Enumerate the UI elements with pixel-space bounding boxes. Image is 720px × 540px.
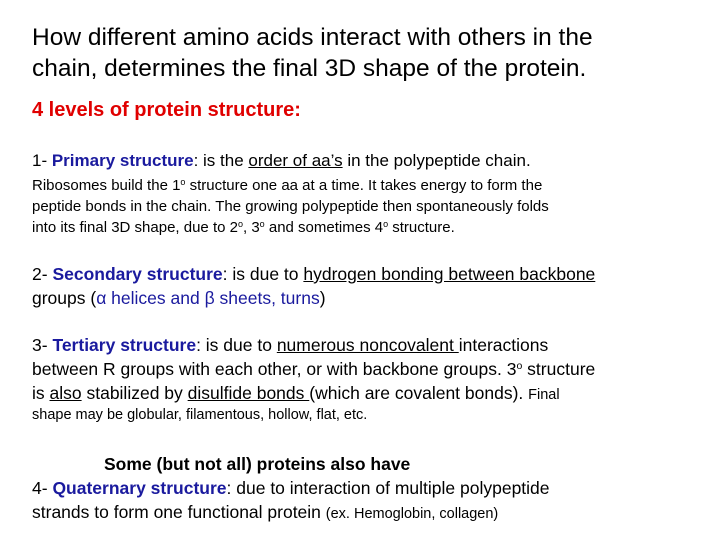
tertiary-text-3: between R groups with each other, or with backbone groups. 3	[32, 359, 517, 379]
secondary-text-1: : is due to	[222, 264, 304, 284]
quaternary-structure-line-1	[32, 476, 550, 500]
degree-mark: o	[237, 219, 243, 230]
tertiary-structure-line-3	[32, 381, 560, 407]
secondary-text-2: groups (	[32, 288, 97, 308]
primary-detail-line-1	[32, 176, 542, 196]
tertiary-number: 3-	[32, 335, 53, 355]
slide-title	[32, 22, 593, 84]
tertiary-text-6: stabilized by	[81, 383, 188, 403]
primary-detail-3a: into its final 3D shape, due to 2	[32, 219, 238, 236]
tertiary-term: Tertiary structure	[52, 335, 197, 355]
tertiary-text-2: interactions	[458, 335, 549, 355]
secondary-structure-line-1	[32, 262, 595, 286]
secondary-term: Secondary structure	[52, 264, 223, 284]
tertiary-text-4: structure	[522, 359, 596, 379]
primary-text-2: in the polypeptide chain.	[342, 151, 531, 170]
degree-mark: o	[180, 177, 186, 188]
tertiary-text-7: (which are covalent bonds).	[309, 383, 529, 403]
quaternary-examples: (ex. Hemoglobin, collagen)	[325, 506, 499, 522]
tertiary-underlined-1: numerous noncovalent	[276, 335, 459, 355]
primary-detail-line-3	[32, 218, 455, 238]
quaternary-structure-line-2	[32, 500, 498, 526]
title-line-1: How different amino acids interact with others in the	[32, 24, 593, 51]
tertiary-underlined-3: disulfide bonds	[187, 383, 310, 403]
degree-mark: o	[383, 219, 389, 230]
degree-mark: o	[259, 219, 265, 230]
title-line-2: chain, determines the final 3D shape of the protein.	[32, 55, 587, 82]
tertiary-text-1: : is due to	[196, 335, 277, 355]
tertiary-structure-line-4: shape may be globular, filamentous, hollow, flat, etc.	[32, 407, 368, 423]
section-heading: 4 levels of protein structure:	[32, 99, 301, 121]
primary-detail-3c: and sometimes 4	[264, 219, 384, 236]
tertiary-underlined-2: also	[49, 383, 82, 403]
tertiary-text-5: is	[32, 383, 50, 403]
primary-detail-3b: , 3	[242, 219, 260, 236]
secondary-examples: α helices and β sheets, turns	[96, 288, 320, 308]
primary-structure-line	[32, 150, 531, 172]
primary-detail-line-2: peptide bonds in the chain. The growing polypeptide then spontaneously folds	[32, 198, 549, 215]
primary-detail-3d: structure.	[388, 219, 455, 236]
primary-underlined: order of aa’s	[248, 151, 343, 170]
quaternary-intro: Some (but not all) proteins also have	[104, 454, 411, 474]
primary-number: 1-	[32, 151, 52, 170]
primary-detail-1b: structure one aa at a time. It takes energy to form the	[185, 177, 543, 194]
primary-term: Primary structure	[51, 151, 194, 170]
primary-detail-1a: Ribosomes build the 1	[32, 177, 181, 194]
quaternary-text-1: : due to interaction of multiple polypeptide	[226, 478, 550, 498]
quaternary-number: 4-	[32, 478, 53, 498]
degree-mark: o	[516, 360, 523, 373]
secondary-number: 2-	[32, 264, 53, 284]
quaternary-text-2: strands to form one functional protein	[32, 502, 326, 522]
secondary-text-3: )	[319, 288, 326, 308]
secondary-underlined: hydrogen bonding between backbone	[303, 264, 596, 284]
secondary-structure-line-2	[32, 286, 326, 310]
tertiary-text-8: Final	[528, 387, 560, 403]
tertiary-structure-line-1	[32, 333, 548, 357]
primary-text-1: : is the	[193, 151, 249, 170]
tertiary-structure-line-2	[32, 357, 595, 381]
quaternary-term: Quaternary structure	[52, 478, 227, 498]
